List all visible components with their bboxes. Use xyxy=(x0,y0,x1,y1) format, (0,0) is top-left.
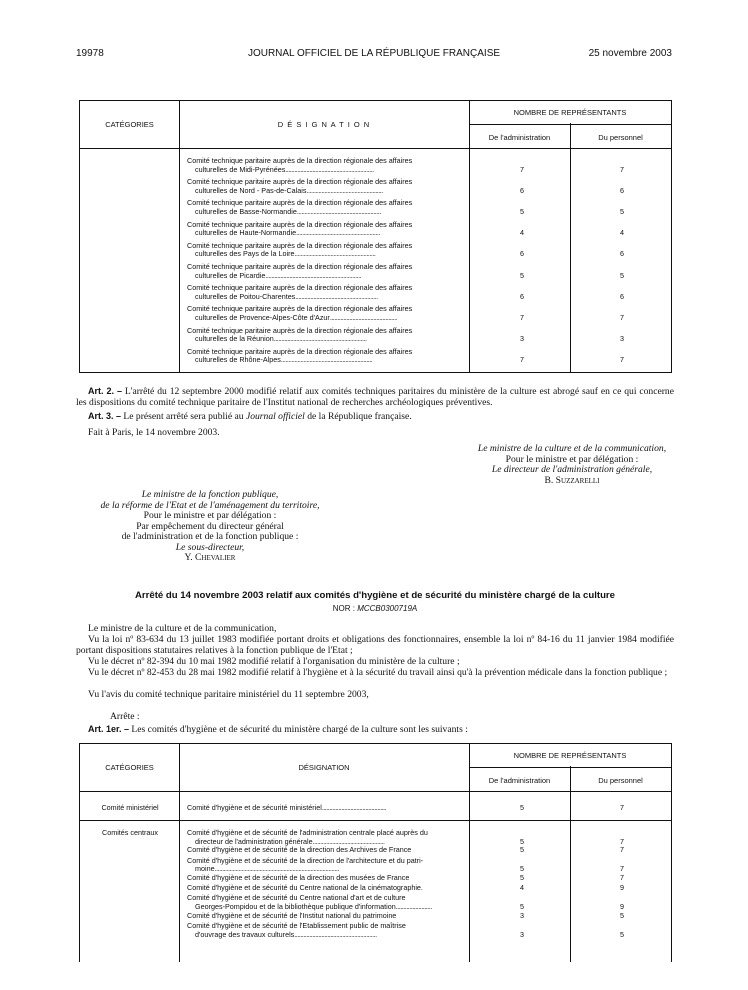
column-header-admin: De l'administration xyxy=(488,775,551,785)
designation xyxy=(187,242,463,259)
signature-fp-l4: Par empêchement du directeur général xyxy=(136,520,284,532)
column-header-designation: D É S I G N A T I O N xyxy=(277,120,371,129)
designation-line-2-text: culturelles de Basse-Normandie xyxy=(195,206,297,216)
designation-line-2-text: culturelles de Nord - Pas-de-Calais xyxy=(195,185,307,195)
designation-line-2-text: directeur de l'administration générale xyxy=(195,836,313,846)
designation-text: Comité d'hygiène et de sécurité ministériel xyxy=(187,803,322,812)
admin-count: 5 xyxy=(520,270,524,280)
designation-line-1: Comité technique paritaire auprès de la direction régionale des affaires xyxy=(187,198,413,208)
article-3-text: Le présent arrêté sera publié au xyxy=(121,411,246,422)
admin-count: 4 xyxy=(520,883,524,893)
designation-line-1: Comité technique paritaire auprès de la direction régionale des affaires xyxy=(187,283,413,293)
personnel-count: 7 xyxy=(620,845,624,855)
personnel-count: 7 xyxy=(620,164,624,174)
leader-dots: ....................................................... xyxy=(295,291,378,301)
visa-avis: Vu l'avis du comité technique paritaire ministériel du 11 septembre 2003, xyxy=(88,689,369,700)
leader-dots: ............................................. xyxy=(329,312,398,322)
column-header-nombre: NOMBRE DE REPRÉSENTANTS xyxy=(469,744,671,768)
designation-line-1: Comité technique paritaire auprès de la direction régionale des affaires xyxy=(187,156,413,165)
designation-line-2-text: d'ouvrage des travaux culturels xyxy=(195,929,295,939)
personnel-count: 5 xyxy=(620,929,624,939)
admin-count: 5 xyxy=(520,845,524,855)
personnel-count: 5 xyxy=(620,270,624,280)
admin-count: 4 xyxy=(520,228,524,238)
leader-dots: ...................................................... xyxy=(294,249,376,259)
designation xyxy=(187,846,463,855)
designation-line-1: Comité d'hygiène et de sécurité du Centre national d'art et de culture xyxy=(187,893,406,903)
admin-count: 7 xyxy=(520,355,524,365)
designation-line-2 xyxy=(187,250,463,259)
personnel-count: 7 xyxy=(620,873,624,882)
designation-line-2-text: culturelles de Haute-Normandie xyxy=(195,228,297,238)
designation xyxy=(187,922,463,939)
designation-line-2 xyxy=(187,229,463,238)
personnel-count: 4 xyxy=(620,228,624,238)
personnel-count: 9 xyxy=(620,883,624,893)
signature-fp-l5: de l'administration et de la fonction publique : xyxy=(121,531,299,542)
leader-dots: ................................................................ xyxy=(265,270,362,280)
visa-decret-394: Vu le décret nº 82-394 du 10 mai 1982 modifié relatif à l'organisation du ministère de la culture ; xyxy=(88,656,460,667)
designation-line-1: Comité d'hygiène et de sécurité de la direction de l'architecture et du patri- xyxy=(187,855,424,865)
designation xyxy=(187,327,463,344)
visa-loi: Vu la loi nº 83-634 du 13 juillet 1983 modifiée portant droits et obligations des fonctionnaires, ensemble la loi nº 84-16 du 11 janvier 1984 modifiée portant dispositions statutaires relatives à la fonction publique de l'Etat ; xyxy=(76,634,674,656)
signature-fonction-publique xyxy=(100,490,320,564)
designation xyxy=(187,199,463,216)
designation-line-1: Comité d'hygiène et de sécurité de la direction des musées de France xyxy=(187,873,410,882)
designation-line-2 xyxy=(187,931,463,940)
personnel-count: 7 xyxy=(620,312,624,322)
admin-count: 5 xyxy=(520,206,524,216)
column-header-nombre: NOMBRE DE REPRÉSENTANTS xyxy=(469,101,671,125)
designation-line-2-text: Georges-Pompidou et de la bibliothèque publique d'information xyxy=(195,901,396,911)
fait-a-paris: Fait à Paris, le 14 novembre 2003. xyxy=(88,427,220,438)
admin-count: 3 xyxy=(520,929,524,939)
column-header-categories: CATÉGORIES xyxy=(105,120,154,129)
designation xyxy=(187,857,463,874)
designation-line-2-text: culturelles de Rhône-Alpes xyxy=(195,355,281,365)
admin-count: 5 xyxy=(520,803,524,812)
designation-line-1: Comité technique paritaire auprès de la direction régionale des affaires xyxy=(187,219,413,229)
leader-dots: ........................................... xyxy=(321,803,387,812)
leader-dots: ........................................................ xyxy=(296,228,380,238)
signature-culture-l2: Pour le ministre et par délégation : xyxy=(505,453,639,465)
designation xyxy=(187,884,463,893)
column-header-personnel: Du personnel xyxy=(598,132,643,142)
nor-reference xyxy=(76,604,674,613)
admin-count: 5 xyxy=(520,864,524,874)
personnel-count: 6 xyxy=(620,249,624,259)
designation-line-2 xyxy=(187,272,463,281)
issue-date: 25 novembre 2003 xyxy=(588,48,672,59)
designation-line-1: Comité d'hygiène et de sécurité du Centre national de la cinématographie. xyxy=(187,883,423,893)
admin-count: 6 xyxy=(520,249,524,259)
admin-count: 5 xyxy=(520,873,524,882)
personnel-count: 5 xyxy=(620,910,624,920)
signature-fp-l6: Le sous-directeur, xyxy=(175,541,245,553)
article-2-label: Art. 2. – xyxy=(88,386,122,396)
designation-line-1: Comité technique paritaire auprès de la direction régionale des affaires xyxy=(187,304,413,314)
designation-line-1: Comité d'hygiène et de sécurité de l'administration centrale placé auprès du xyxy=(187,828,428,837)
column-header-personnel: Du personnel xyxy=(598,775,643,785)
designation-line-1: Comité d'hygiène et de sécurité de l'Etablissement public de maîtrise xyxy=(187,921,406,930)
designation-line-2-text: culturelles des Pays de la Loire xyxy=(195,249,295,259)
page-header xyxy=(76,48,672,62)
designation-line-2-text: culturelles de la Réunion xyxy=(195,334,274,344)
personnel-count: 6 xyxy=(620,291,624,301)
designation-line-2 xyxy=(187,356,463,365)
signature-culture-l3: Le directeur de l'administration générale, xyxy=(491,464,653,475)
arrete-title: Arrêté du 14 novembre 2003 relatif aux comités d'hygiène et de sécurité du ministère chargé de la culture xyxy=(134,590,615,601)
personnel-count: 7 xyxy=(620,803,624,812)
admin-count: 7 xyxy=(520,312,524,322)
leader-dots: ....................................................... xyxy=(294,929,377,939)
leader-dots: ........................................................... xyxy=(285,164,374,174)
personnel-count: 3 xyxy=(620,334,624,344)
column-header-designation: DÉSIGNATION xyxy=(298,763,350,772)
designation-line-2 xyxy=(187,335,463,344)
designation xyxy=(187,894,463,911)
article-3-label: Art. 3. – xyxy=(88,411,122,421)
designation-line-2-text: culturelles de Midi-Pyrénées xyxy=(195,164,286,174)
designation xyxy=(187,348,463,365)
personnel-count: 7 xyxy=(620,355,624,365)
page-number: 19978 xyxy=(76,48,104,59)
signature-culture xyxy=(452,444,692,486)
signature-fp-l1: Le ministre de la fonction publique, xyxy=(141,489,279,500)
designation-line-1: Comité technique paritaire auprès de la direction régionale des affaires xyxy=(187,262,413,271)
designation xyxy=(187,804,463,813)
visa-decret-453: Vu le décret nº 82-453 du 28 mai 1982 modifié relatif à l'hygiène et à la sécurité du travail ainsi qu'à la prévention médicale dans la fonction publique ; xyxy=(88,667,668,678)
designation-line-2 xyxy=(187,187,463,196)
article-3 xyxy=(76,411,674,422)
designation-line-1: Comité technique paritaire auprès de la direction régionale des affaires xyxy=(187,177,413,187)
preamble-minister: Le ministre de la culture et de la communication, xyxy=(88,623,277,634)
signatory-suzzarelli: B. Suzzarelli xyxy=(544,474,600,486)
designation-line-1: Comité technique paritaire auprès de la direction régionale des affaires xyxy=(187,346,413,356)
column-header-admin: De l'administration xyxy=(488,132,551,142)
nor-code: MCCB0300719A xyxy=(357,604,418,613)
designation-line-1: Comité d'hygiène et de sécurité de l'Institut national du patrimoine xyxy=(187,910,397,920)
designation-line-1: Comité technique paritaire auprès de la direction régionale des affaires xyxy=(187,240,413,250)
article-2-text: L'arrêté du 12 septembre 2000 modifié relatif aux comités techniques paritaires du ministère de la culture est abrogé sauf en ce qui concerne les dispositions du comité technique paritaire de l'Institut national de recherches archéologiques préventives. xyxy=(76,386,674,408)
journal-title: JOURNAL OFFICIEL DE LA RÉPUBLIQUE FRANÇAISE xyxy=(247,48,501,59)
designation xyxy=(187,178,463,195)
table-chs xyxy=(79,743,672,962)
leader-dots: ........................................................ xyxy=(296,206,381,216)
leader-dots: ............................................................. xyxy=(280,355,373,365)
admin-count: 3 xyxy=(520,334,524,344)
personnel-count: 6 xyxy=(620,185,624,195)
leader-dots: .............................................................. xyxy=(273,334,367,344)
leader-dots: ................................................... xyxy=(306,185,383,195)
signature-culture-l1: Le ministre de la culture et de la communication, xyxy=(477,443,667,454)
signature-fp-l3: Pour le ministre et par délégation : xyxy=(143,510,277,521)
admin-count: 6 xyxy=(520,185,524,195)
designation-line-1: Comité technique paritaire auprès de la direction régionale des affaires xyxy=(187,325,413,335)
leader-dots: ................................................ xyxy=(312,836,385,846)
designation-line-2 xyxy=(187,293,463,302)
table-ctp xyxy=(79,100,672,373)
admin-count: 5 xyxy=(520,901,524,911)
designation-line-2 xyxy=(187,166,463,175)
article-1-label: Art. 1er. – xyxy=(88,724,130,734)
admin-count: 6 xyxy=(520,291,524,301)
designation-line-2-text: moine xyxy=(195,864,215,874)
admin-count: 5 xyxy=(520,836,524,846)
personnel-count: 7 xyxy=(620,836,624,846)
personnel-count: 9 xyxy=(620,901,624,911)
article-1 xyxy=(76,724,674,735)
designation-line-1: Comité d'hygiène et de sécurité de la direction des Archives de France xyxy=(187,845,412,855)
designation xyxy=(187,221,463,238)
category-centraux: Comités centraux xyxy=(102,828,158,837)
designation xyxy=(187,263,463,280)
personnel-count: 5 xyxy=(620,206,624,216)
designation xyxy=(187,912,463,921)
designation xyxy=(187,829,463,846)
leader-dots: ................................................................................... xyxy=(214,864,339,874)
signatory-chevalier: Y. Chevalier xyxy=(184,552,236,563)
admin-count: 7 xyxy=(520,164,524,174)
designation xyxy=(187,305,463,322)
personnel-count: 7 xyxy=(620,864,624,874)
category-ministeriel: Comité ministériel xyxy=(101,803,159,812)
designation-line-2-text: culturelles de Picardie xyxy=(195,270,266,280)
designation xyxy=(187,284,463,301)
admin-count: 3 xyxy=(520,910,524,920)
designation-line-2 xyxy=(187,314,463,323)
nor-label: NOR : xyxy=(332,604,358,613)
designation-line-2-text: culturelles de Provence-Alpes-Côte d'Azur xyxy=(195,312,330,322)
designation xyxy=(187,874,463,883)
designation-line-2 xyxy=(187,208,463,217)
leader-dots: ........................ xyxy=(395,901,432,911)
designation-line-2-text: culturelles de Poitou-Charentes xyxy=(195,291,296,301)
article-3-journal: Journal officiel xyxy=(245,411,305,422)
article-1-text: Les comités d'hygiène et de sécurité du ministère chargé de la culture sont les suivants : xyxy=(129,724,468,735)
article-3-text-end: de la République française. xyxy=(304,411,412,422)
column-header-categories: CATÉGORIES xyxy=(105,763,154,772)
arrete-word: Arrête : xyxy=(110,711,140,722)
signature-fp-l2: de la réforme de l'Etat et de l'aménagement du territoire, xyxy=(100,499,320,511)
article-2 xyxy=(76,386,674,408)
designation xyxy=(187,157,463,174)
